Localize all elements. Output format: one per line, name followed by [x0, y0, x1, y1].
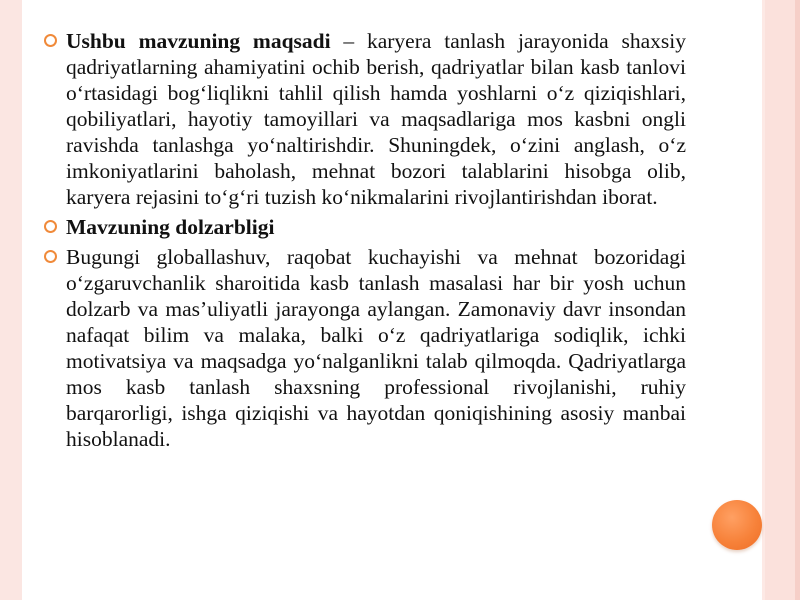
relevance-heading: Mavzuning dolzarbligi: [66, 215, 275, 239]
slide-content: [44, 28, 686, 456]
purpose-heading: Ushbu mavzuning maqsadi: [66, 29, 331, 53]
bullet-item-relevance-text: [44, 244, 686, 452]
relevance-text: Bugungi globallashuv, raqobat kuchayishi va mehnat bozoridagi oʻzgaruvchanlik sharoitida kasb tanlash masalasi har bir yosh uchun dolzarb va masʼuliyatli jarayonga aylangan. Zamonaviy davr insondan nafaqat bilim va malaka, balki oʻz qadriyatlariga sodiqlik, ichki motivatsiya va maqsadga yoʻnalganlikni talab qilmoqda. Qadriyatlarga mos kasb tanlash shaxsning professional rivojlanishi, ruhiy barqarorligi, ishga qiziqishi va hayotdan qoniqishining asosiy manbai hisoblanadi.: [66, 245, 686, 451]
bullet-ring-icon: [44, 220, 57, 233]
left-decorative-band: [0, 0, 22, 600]
bullet-ring-icon: [44, 34, 57, 47]
purpose-text: – karyera tanlash jarayonida shaxsiy qadriyatlarning ahamiyatini ochib berish, qadriyatlar bilan kasb tanlovi oʻrtasidagi bogʻliqlikni tahlil qilish hamda yoshlarni oʻz qiziqishlari, qobiliyatlari, hayotiy tamoyillari va maqsadlariga mos kasbni ongli ravishda tanlashga yoʻnaltirishdir. Shuningdek, oʻzini anglash, oʻz imkoniyatlarini baholash, mehnat bozori talablarini hisobga olib, karyera rejasini toʻgʻri tuzish koʻnikmalarini rivojlantirishdan iborat.: [66, 29, 686, 209]
bullet-item-relevance-heading: [44, 214, 686, 240]
orange-circle-decoration: [712, 500, 762, 550]
bullet-item-purpose: [44, 28, 686, 210]
right-decorative-edge: [795, 0, 800, 600]
bullet-ring-icon: [44, 250, 57, 263]
